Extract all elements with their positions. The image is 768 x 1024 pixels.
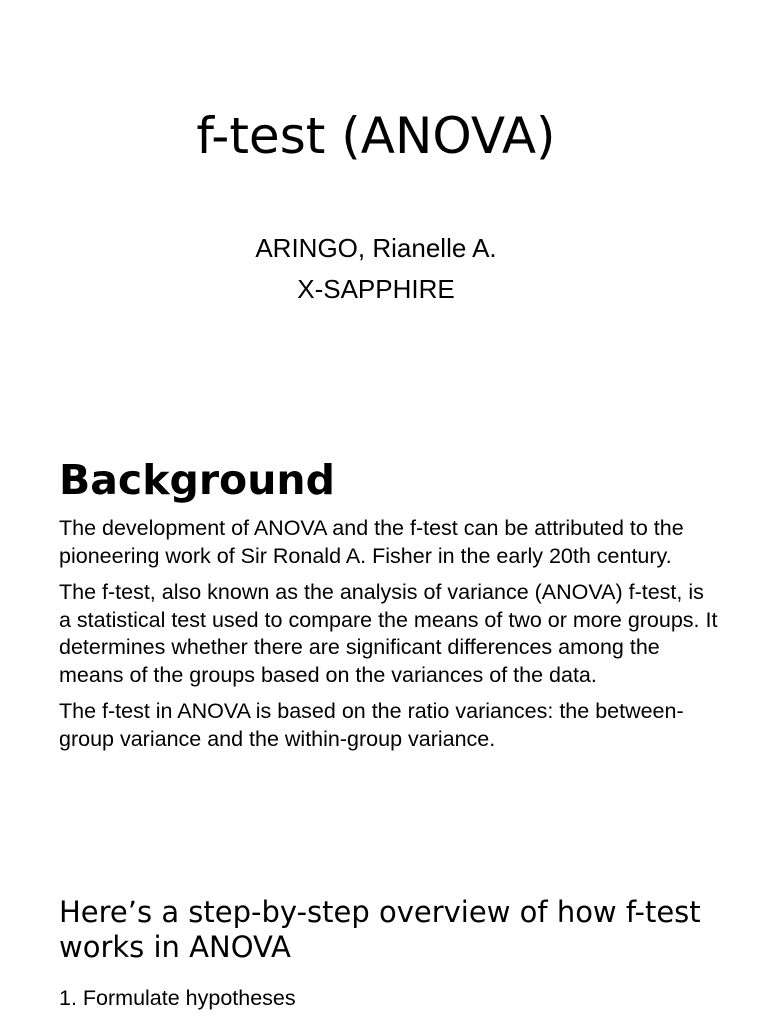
author-block	[0, 228, 752, 310]
overview-steps-list	[59, 983, 719, 1019]
author-section: X-SAPPHIRE	[297, 274, 455, 304]
background-body	[59, 515, 719, 762]
author-name: ARINGO, Rianelle A.	[255, 233, 497, 263]
document-title: f-test (ANOVA)	[196, 107, 556, 165]
background-paragraph: The f-test, also known as the analysis of variance (ANOVA) f-test, is a statistical test used to compare the means of two or more groups. It determines whether there are significant differences among the means of the groups based on the variances of the data.	[59, 580, 718, 687]
overview-step: 1. Formulate hypotheses	[59, 986, 296, 1010]
background-paragraph: The f-test in ANOVA is based on the ratio variances: the between-group variance and the within-group variance.	[59, 699, 684, 751]
overview-heading: Here’s a step-by-step overview of how f-test works in ANOVA	[59, 895, 701, 964]
background-heading: Background	[59, 456, 335, 504]
background-paragraph: The development of ANOVA and the f-test can be attributed to the pioneering work of Sir Ronald A. Fisher in the early 20th century.	[59, 516, 684, 568]
